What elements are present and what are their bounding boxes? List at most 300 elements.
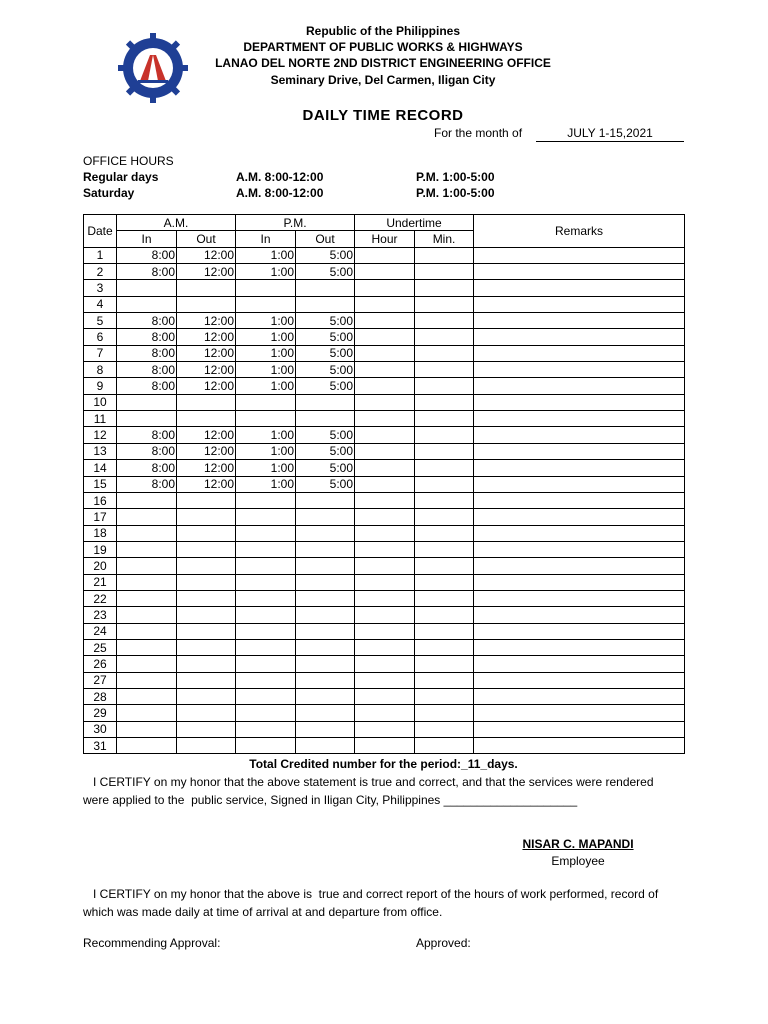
cell-am-in xyxy=(117,623,177,639)
cell-am-in: 8:00 xyxy=(117,476,177,492)
approved-label: Approved: xyxy=(416,936,471,950)
table-row xyxy=(84,558,685,574)
cell-remarks xyxy=(474,656,685,672)
cell-am-in xyxy=(117,738,177,754)
cell-am-out xyxy=(177,607,236,623)
cell-ut-hour xyxy=(355,362,415,378)
employee-certification-line2: were applied to the public service, Signed in Iligan City, Philippines ____________________ xyxy=(83,793,578,807)
cell-am-out xyxy=(177,411,236,427)
cell-ut-hour xyxy=(355,264,415,280)
cell-remarks xyxy=(474,378,685,394)
cell-remarks xyxy=(474,329,685,345)
cell-date: 18 xyxy=(84,525,117,541)
cell-date: 14 xyxy=(84,460,117,476)
cell-am-in xyxy=(117,705,177,721)
table-row xyxy=(84,443,685,459)
cell-pm-in xyxy=(236,280,296,296)
cell-am-out xyxy=(177,688,236,704)
employee-certification-line1: I CERTIFY on my honor that the above statement is true and correct, and that the services were rendered xyxy=(83,775,654,789)
cell-date: 4 xyxy=(84,296,117,312)
cell-am-out xyxy=(177,509,236,525)
cell-date: 9 xyxy=(84,378,117,394)
cell-date: 13 xyxy=(84,443,117,459)
cell-ut-min xyxy=(415,509,474,525)
cell-ut-hour xyxy=(355,738,415,754)
cell-pm-in xyxy=(236,721,296,737)
cell-date: 16 xyxy=(84,492,117,508)
header-district-office: LANAO DEL NORTE 2ND DISTRICT ENGINEERING OFFICE xyxy=(215,56,551,70)
cell-date: 8 xyxy=(84,362,117,378)
cell-date: 26 xyxy=(84,656,117,672)
cell-remarks xyxy=(474,623,685,639)
table-row xyxy=(84,492,685,508)
cell-am-out xyxy=(177,558,236,574)
cell-remarks xyxy=(474,738,685,754)
cell-ut-min xyxy=(415,329,474,345)
cell-pm-out xyxy=(296,656,355,672)
cell-am-in xyxy=(117,411,177,427)
cell-ut-hour xyxy=(355,574,415,590)
cell-ut-min xyxy=(415,476,474,492)
cell-ut-hour xyxy=(355,705,415,721)
cell-date: 31 xyxy=(84,738,117,754)
table-row xyxy=(84,623,685,639)
cell-ut-min xyxy=(415,590,474,606)
table-row xyxy=(84,313,685,329)
cell-pm-out xyxy=(296,280,355,296)
cell-am-in xyxy=(117,541,177,557)
cell-am-in: 8:00 xyxy=(117,460,177,476)
cell-pm-in xyxy=(236,558,296,574)
cell-pm-in xyxy=(236,411,296,427)
cell-pm-in xyxy=(236,607,296,623)
cell-pm-in: 1:00 xyxy=(236,264,296,280)
cell-am-out: 12:00 xyxy=(177,247,236,263)
cell-pm-in xyxy=(236,590,296,606)
cell-am-in xyxy=(117,394,177,410)
cell-remarks xyxy=(474,672,685,688)
cell-pm-out: 5:00 xyxy=(296,476,355,492)
cell-pm-in xyxy=(236,574,296,590)
cell-ut-min xyxy=(415,492,474,508)
table-row xyxy=(84,296,685,312)
cell-remarks xyxy=(474,574,685,590)
cell-remarks xyxy=(474,590,685,606)
cell-pm-in xyxy=(236,296,296,312)
document-title: DAILY TIME RECORD xyxy=(302,107,464,124)
saturday-label: Saturday xyxy=(83,186,135,200)
cell-ut-hour xyxy=(355,427,415,443)
cell-date: 30 xyxy=(84,721,117,737)
cell-am-in xyxy=(117,607,177,623)
cell-am-out xyxy=(177,738,236,754)
table-row xyxy=(84,411,685,427)
remarks-header: Remarks xyxy=(474,215,685,248)
cell-am-in: 8:00 xyxy=(117,345,177,361)
table-row xyxy=(84,394,685,410)
cell-ut-hour xyxy=(355,329,415,345)
cell-remarks xyxy=(474,721,685,737)
table-row xyxy=(84,247,685,263)
office-hours-label: OFFICE HOURS xyxy=(83,154,174,168)
cell-remarks xyxy=(474,541,685,557)
cell-am-in: 8:00 xyxy=(117,264,177,280)
table-row xyxy=(84,476,685,492)
undertime-hour-header: Hour xyxy=(355,231,415,247)
cell-remarks xyxy=(474,688,685,704)
cell-ut-min xyxy=(415,607,474,623)
cell-am-in xyxy=(117,558,177,574)
cell-pm-in xyxy=(236,705,296,721)
cell-am-out xyxy=(177,672,236,688)
cell-date: 22 xyxy=(84,590,117,606)
cell-remarks xyxy=(474,460,685,476)
cell-am-out xyxy=(177,296,236,312)
cell-pm-out xyxy=(296,411,355,427)
cell-am-in xyxy=(117,525,177,541)
cell-ut-min xyxy=(415,280,474,296)
cell-am-in xyxy=(117,296,177,312)
cell-date: 19 xyxy=(84,541,117,557)
cell-remarks xyxy=(474,264,685,280)
table-row xyxy=(84,541,685,557)
cell-ut-min xyxy=(415,721,474,737)
cell-remarks xyxy=(474,607,685,623)
cell-pm-out xyxy=(296,296,355,312)
cell-ut-hour xyxy=(355,394,415,410)
cell-remarks xyxy=(474,558,685,574)
cell-date: 27 xyxy=(84,672,117,688)
cell-am-out: 12:00 xyxy=(177,362,236,378)
cell-pm-in: 1:00 xyxy=(236,345,296,361)
cell-pm-in: 1:00 xyxy=(236,329,296,345)
cell-ut-min xyxy=(415,247,474,263)
header-republic: Republic of the Philippines xyxy=(305,24,460,38)
cell-ut-min xyxy=(415,411,474,427)
cell-pm-out xyxy=(296,639,355,655)
total-credited-days: Total Credited number for the period:_11_days. xyxy=(249,757,518,771)
header-department: DEPARTMENT OF PUBLIC WORKS & HIGHWAYS xyxy=(243,40,523,54)
undertime-header: Undertime xyxy=(355,215,474,231)
time-record-table xyxy=(83,214,685,754)
cell-am-out: 12:00 xyxy=(177,476,236,492)
supervisor-certification-line1: I CERTIFY on my honor that the above is true and correct report of the hours of work performed, record of xyxy=(83,887,659,901)
table-row xyxy=(84,672,685,688)
cell-ut-min xyxy=(415,378,474,394)
cell-am-in xyxy=(117,672,177,688)
cell-am-out xyxy=(177,394,236,410)
cell-am-in: 8:00 xyxy=(117,247,177,263)
cell-ut-hour xyxy=(355,525,415,541)
cell-pm-out xyxy=(296,590,355,606)
table-row xyxy=(84,721,685,737)
cell-remarks xyxy=(474,476,685,492)
cell-date: 21 xyxy=(84,574,117,590)
cell-ut-min xyxy=(415,574,474,590)
cell-pm-out: 5:00 xyxy=(296,362,355,378)
cell-pm-out xyxy=(296,525,355,541)
cell-remarks xyxy=(474,362,685,378)
cell-pm-in xyxy=(236,394,296,410)
cell-pm-out xyxy=(296,574,355,590)
cell-am-in: 8:00 xyxy=(117,313,177,329)
cell-date: 10 xyxy=(84,394,117,410)
table-row xyxy=(84,574,685,590)
cell-am-out: 12:00 xyxy=(177,378,236,394)
cell-ut-hour xyxy=(355,541,415,557)
cell-ut-hour xyxy=(355,688,415,704)
header-address: Seminary Drive, Del Carmen, Iligan City xyxy=(270,73,496,87)
cell-pm-in xyxy=(236,656,296,672)
cell-ut-min xyxy=(415,443,474,459)
cell-pm-in xyxy=(236,509,296,525)
cell-pm-in xyxy=(236,672,296,688)
cell-ut-min xyxy=(415,541,474,557)
cell-remarks xyxy=(474,296,685,312)
employee-label: Employee xyxy=(551,854,605,868)
cell-pm-out xyxy=(296,394,355,410)
cell-pm-out xyxy=(296,623,355,639)
cell-pm-out xyxy=(296,558,355,574)
cell-pm-out: 5:00 xyxy=(296,329,355,345)
cell-pm-out: 5:00 xyxy=(296,460,355,476)
cell-ut-hour xyxy=(355,590,415,606)
cell-am-out xyxy=(177,525,236,541)
cell-pm-in: 1:00 xyxy=(236,313,296,329)
cell-am-in: 8:00 xyxy=(117,329,177,345)
cell-ut-min xyxy=(415,688,474,704)
cell-ut-hour xyxy=(355,296,415,312)
cell-ut-hour xyxy=(355,313,415,329)
cell-date: 11 xyxy=(84,411,117,427)
cell-ut-hour xyxy=(355,460,415,476)
cell-remarks xyxy=(474,313,685,329)
undertime-min-header: Min. xyxy=(415,231,474,247)
cell-pm-in: 1:00 xyxy=(236,443,296,459)
month-value: JULY 1-15,2021 xyxy=(536,126,684,142)
pm-in-header: In xyxy=(236,231,296,247)
cell-remarks xyxy=(474,280,685,296)
am-in-header: In xyxy=(117,231,177,247)
cell-remarks xyxy=(474,345,685,361)
cell-ut-hour xyxy=(355,492,415,508)
cell-pm-out xyxy=(296,705,355,721)
cell-pm-out xyxy=(296,607,355,623)
cell-ut-hour xyxy=(355,558,415,574)
cell-am-in xyxy=(117,509,177,525)
cell-am-in xyxy=(117,721,177,737)
cell-am-in: 8:00 xyxy=(117,427,177,443)
cell-remarks xyxy=(474,639,685,655)
cell-ut-hour xyxy=(355,623,415,639)
cell-ut-min xyxy=(415,705,474,721)
cell-pm-in xyxy=(236,738,296,754)
cell-ut-hour xyxy=(355,607,415,623)
cell-pm-in xyxy=(236,541,296,557)
cell-pm-out xyxy=(296,738,355,754)
cell-remarks xyxy=(474,509,685,525)
cell-pm-out xyxy=(296,509,355,525)
table-row xyxy=(84,280,685,296)
cell-am-in: 8:00 xyxy=(117,378,177,394)
cell-am-in xyxy=(117,492,177,508)
cell-ut-hour xyxy=(355,721,415,737)
cell-pm-out xyxy=(296,492,355,508)
table-row xyxy=(84,607,685,623)
cell-pm-in: 1:00 xyxy=(236,362,296,378)
cell-date: 1 xyxy=(84,247,117,263)
cell-pm-in: 1:00 xyxy=(236,476,296,492)
table-row xyxy=(84,590,685,606)
cell-am-out xyxy=(177,492,236,508)
cell-am-out: 12:00 xyxy=(177,264,236,280)
cell-ut-hour xyxy=(355,656,415,672)
cell-date: 15 xyxy=(84,476,117,492)
am-header: A.M. xyxy=(117,215,236,231)
cell-ut-min xyxy=(415,672,474,688)
cell-date: 28 xyxy=(84,688,117,704)
cell-remarks xyxy=(474,247,685,263)
employee-name: NISAR C. MAPANDI xyxy=(522,837,634,851)
cell-date: 17 xyxy=(84,509,117,525)
cell-am-out: 12:00 xyxy=(177,427,236,443)
table-row xyxy=(84,656,685,672)
cell-ut-hour xyxy=(355,345,415,361)
table-row xyxy=(84,329,685,345)
cell-date: 24 xyxy=(84,623,117,639)
saturday-am-hours: A.M. 8:00-12:00 xyxy=(236,186,324,200)
cell-ut-min xyxy=(415,558,474,574)
month-label: For the month of xyxy=(434,126,523,140)
table-row xyxy=(84,525,685,541)
cell-pm-in: 1:00 xyxy=(236,427,296,443)
cell-ut-min xyxy=(415,296,474,312)
cell-ut-min xyxy=(415,623,474,639)
cell-pm-out: 5:00 xyxy=(296,443,355,459)
table-row xyxy=(84,427,685,443)
cell-am-out: 12:00 xyxy=(177,313,236,329)
cell-pm-out xyxy=(296,721,355,737)
am-out-header: Out xyxy=(177,231,236,247)
cell-am-in xyxy=(117,280,177,296)
table-row xyxy=(84,345,685,361)
table-row xyxy=(84,378,685,394)
table-row xyxy=(84,362,685,378)
cell-date: 12 xyxy=(84,427,117,443)
table-row xyxy=(84,509,685,525)
cell-am-out xyxy=(177,623,236,639)
cell-am-out: 12:00 xyxy=(177,329,236,345)
cell-date: 2 xyxy=(84,264,117,280)
cell-ut-min xyxy=(415,264,474,280)
cell-ut-min xyxy=(415,345,474,361)
supervisor-certification-line2: which was made daily at time of arrival at and departure from office. xyxy=(83,905,443,919)
cell-pm-in: 1:00 xyxy=(236,247,296,263)
cell-date: 7 xyxy=(84,345,117,361)
cell-ut-min xyxy=(415,313,474,329)
cell-pm-out: 5:00 xyxy=(296,247,355,263)
cell-pm-out: 5:00 xyxy=(296,427,355,443)
cell-pm-in xyxy=(236,639,296,655)
cell-date: 23 xyxy=(84,607,117,623)
cell-am-out xyxy=(177,280,236,296)
cell-pm-in xyxy=(236,525,296,541)
cell-date: 29 xyxy=(84,705,117,721)
table-row xyxy=(84,688,685,704)
cell-ut-hour xyxy=(355,378,415,394)
cell-pm-out: 5:00 xyxy=(296,345,355,361)
cell-remarks xyxy=(474,411,685,427)
table-row xyxy=(84,264,685,280)
table-row xyxy=(84,639,685,655)
regular-days-label: Regular days xyxy=(83,170,159,184)
cell-am-in: 8:00 xyxy=(117,362,177,378)
cell-ut-min xyxy=(415,427,474,443)
recommending-approval-label: Recommending Approval: xyxy=(83,936,221,950)
cell-remarks xyxy=(474,443,685,459)
regular-am-hours: A.M. 8:00-12:00 xyxy=(236,170,324,184)
regular-pm-hours: P.M. 1:00-5:00 xyxy=(416,170,495,184)
table-row xyxy=(84,460,685,476)
cell-pm-in xyxy=(236,688,296,704)
cell-am-out: 12:00 xyxy=(177,345,236,361)
cell-am-in xyxy=(117,688,177,704)
cell-date: 25 xyxy=(84,639,117,655)
cell-pm-out: 5:00 xyxy=(296,378,355,394)
cell-pm-out xyxy=(296,541,355,557)
cell-am-out: 12:00 xyxy=(177,460,236,476)
cell-pm-out xyxy=(296,672,355,688)
cell-remarks xyxy=(474,427,685,443)
cell-am-out xyxy=(177,721,236,737)
cell-ut-hour xyxy=(355,509,415,525)
cell-ut-hour xyxy=(355,247,415,263)
cell-am-out xyxy=(177,639,236,655)
cell-am-in xyxy=(117,590,177,606)
cell-remarks xyxy=(474,705,685,721)
cell-remarks xyxy=(474,394,685,410)
supervisor-certification xyxy=(83,885,685,921)
cell-pm-out: 5:00 xyxy=(296,313,355,329)
cell-ut-min xyxy=(415,362,474,378)
table-row xyxy=(84,738,685,754)
cell-ut-min xyxy=(415,656,474,672)
cell-ut-hour xyxy=(355,639,415,655)
cell-date: 6 xyxy=(84,329,117,345)
cell-am-out xyxy=(177,574,236,590)
cell-pm-out xyxy=(296,688,355,704)
cell-ut-min xyxy=(415,394,474,410)
cell-am-in xyxy=(117,639,177,655)
date-header: Date xyxy=(84,215,117,248)
pm-out-header: Out xyxy=(296,231,355,247)
cell-am-in xyxy=(117,656,177,672)
cell-pm-in xyxy=(236,492,296,508)
cell-ut-hour xyxy=(355,476,415,492)
cell-remarks xyxy=(474,525,685,541)
saturday-pm-hours: P.M. 1:00-5:00 xyxy=(416,186,495,200)
employee-certification xyxy=(83,773,685,809)
cell-am-in: 8:00 xyxy=(117,443,177,459)
cell-ut-hour xyxy=(355,280,415,296)
table-row xyxy=(84,705,685,721)
cell-pm-in: 1:00 xyxy=(236,378,296,394)
pm-header: P.M. xyxy=(236,215,355,231)
cell-pm-out: 5:00 xyxy=(296,264,355,280)
cell-ut-hour xyxy=(355,443,415,459)
cell-date: 5 xyxy=(84,313,117,329)
cell-pm-in xyxy=(236,623,296,639)
